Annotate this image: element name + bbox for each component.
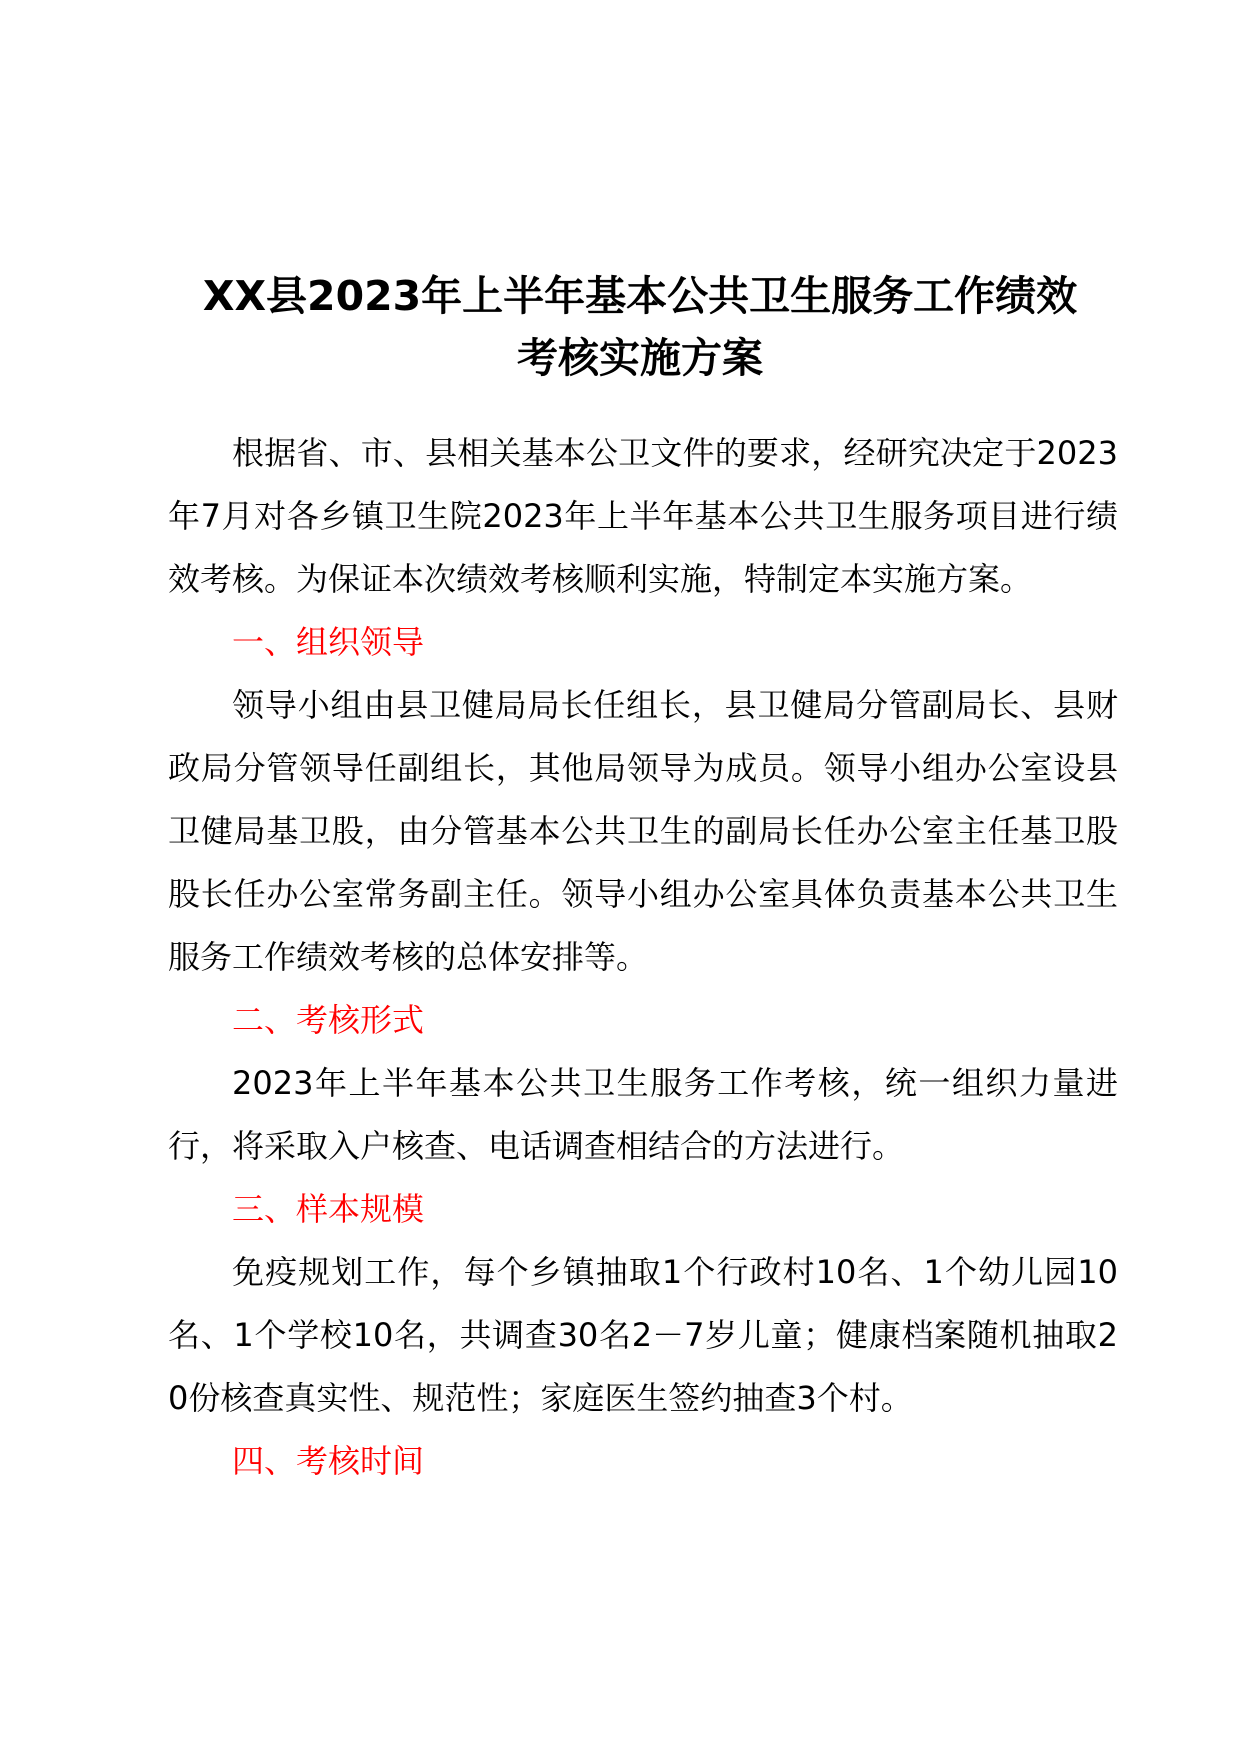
intro-paragraph: 根据省、市、县相关基本公卫文件的要求，经研究决定于2023年7月对各乡镇卫生院2023年上半年基本公共卫生服务项目进行绩效考核。为保证本次绩效考核顺利实施，特制定本实施方案。 — [168, 434, 1118, 598]
document-body — [168, 422, 1118, 1493]
section-heading-sample: 三、样本规模 — [232, 1190, 425, 1228]
section-heading-organization: 一、组织领导 — [232, 623, 425, 661]
section-text-sample: 免疫规划工作，每个乡镇抽取1个行政村10名、1个幼儿园10名、1个学校10名，共调查30名2－7岁儿童；健康档案随机抽取20份核查真实性、规范性；家庭医生签约抽查3个村。 — [168, 1253, 1118, 1417]
title-line-1: XX县2023年上半年基本公共卫生服务工作绩效 — [202, 272, 1078, 320]
section-heading-format: 二、考核形式 — [232, 1001, 425, 1039]
section-text-organization: 领导小组由县卫健局局长任组长，县卫健局分管副局长、县财政局分管领导任副组长，其他局领导为成员。领导小组办公室设县卫健局基卫股，由分管基本公共卫生的副局长任办公室主任基卫股股长任办公室常务副主任。领导小组办公室具体负责基本公共卫生服务工作绩效考核的总体安排等。 — [168, 686, 1118, 976]
section-heading-time: 四、考核时间 — [232, 1442, 425, 1480]
document-title — [150, 265, 1130, 389]
section-text-format: 2023年上半年基本公共卫生服务工作考核，统一组织力量进行，将采取入户核查、电话调查相结合的方法进行。 — [168, 1064, 1118, 1165]
title-line-2: 考核实施方案 — [517, 334, 763, 382]
